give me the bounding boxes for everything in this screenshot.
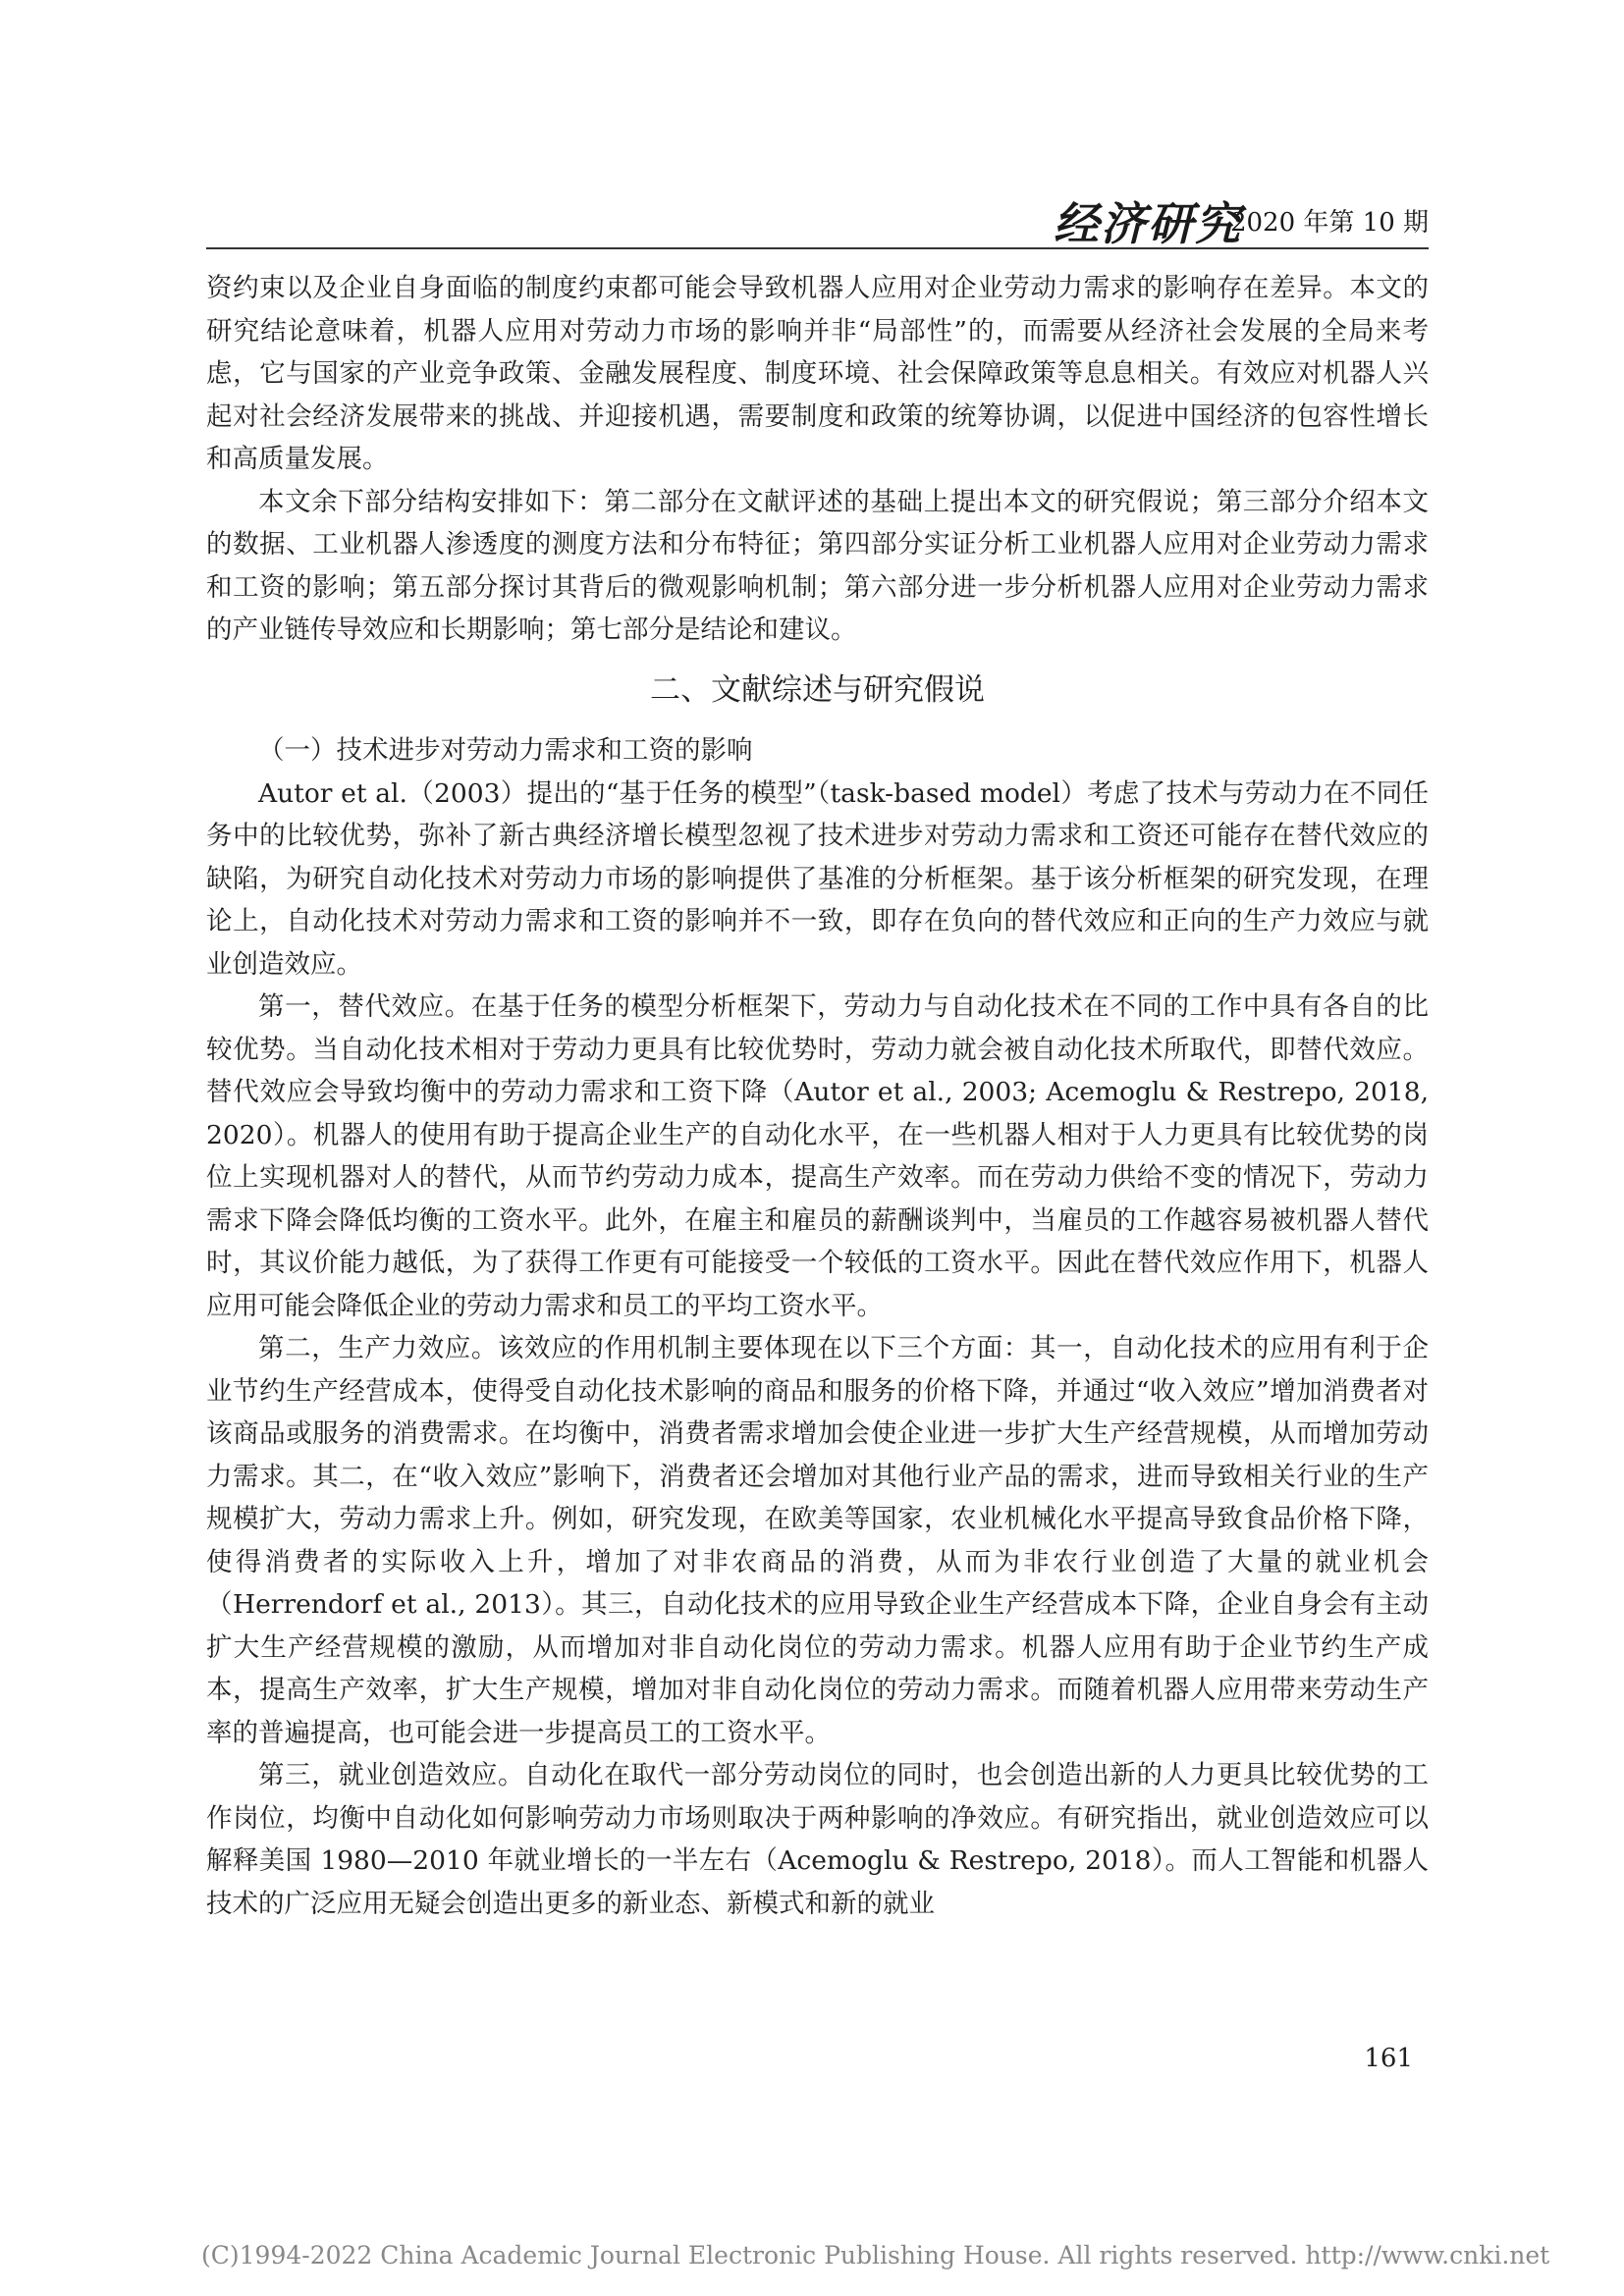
paragraph-task-model: Autor et al.（2003）提出的“基于任务的模型”（task-based model）考虑了技术与劳动力在不同任务中的比较优势，弥补了新古典经济增长模型忽视了技术进步对劳动力需求和工资还可能存在替代效应的缺陷，为研究自动化技术对劳动力市场的影响提供了基准的分析框架。基于该分析框架的研究发现，在理论上，自动化技术对劳动力需求和工资的影响并不一致，即存在负向的替代效应和正向的生产力效应与就业创造效应。 [206,777,1429,980]
article-body [206,267,1429,1925]
header-divider [206,247,1429,249]
paragraph-job-creation-effect: 第三，就业创造效应。自动化在取代一部分劳动岗位的同时，也会创造出新的人力更具比较优势的工作岗位，均衡中自动化如何影响劳动力市场则取决于两种影响的净效应。有研究指出，就业创造效应可以解释美国 1980—2010 年就业增长的一半左右（Acemoglu & Restrepo, 2018）。而人工智能和机器人技术的广泛应用无疑会创造出更多的新业态、新模式和新的就业 [206,1760,1429,1919]
paragraph-productivity-effect: 第二，生产力效应。该效应的作用机制主要体现在以下三个方面：其一，自动化技术的应用有利于企业节约生产经营成本，使得受自动化技术影响的商品和服务的价格下降，并通过“收入效应”增加消费者对该商品或服务的消费需求。在均衡中，消费者需求增加会使企业进一步扩大生产经营规模，从而增加劳动力需求。其二，在“收入效应”影响下，消费者还会增加对其他行业产品的需求，进而导致相关行业的生产规模扩大，劳动力需求上升。例如，研究发现，在欧美等国家，农业机械化水平提高导致食品价格下降，使得消费者的实际收入上升，增加了对非农商品的消费，从而为非农行业创造了大量的就业机会（Herrendorf et al., 2013）。其三，自动化技术的应用导致企业生产经营成本下降，企业自身会有主动扩大生产经营规模的激励，从而增加对非自动化岗位的劳动力需求。机器人应用有助于企业节约生产成本，提高生产效率，扩大生产规模，增加对非自动化岗位的劳动力需求。而随着机器人应用带来劳动生产率的普遍提高，也可能会进一步提高员工的工资水平。 [206,1333,1429,1748]
journal-logo: 经济研究 [1054,197,1242,250]
section-heading: 二、文献综述与研究假说 [650,671,985,708]
issue-label: 2020 年第 10 期 [1229,208,1429,238]
page-header [206,188,1429,250]
paragraph-continued: 资约束以及企业自身面临的制度约束都可能会导致机器人应用对企业劳动力需求的影响存在差异。本文的研究结论意味着，机器人应用对劳动力市场的影响并非“局部性”的，而需要从经济社会发展的全局来考虑，它与国家的产业竞争政策、金融发展程度、制度环境、社会保障政策等息息相关。有效应对机器人兴起对社会经济发展带来的挑战、并迎接机遇，需要制度和政策的统筹协调，以促进中国经济的包容性增长和高质量发展。 [206,273,1429,474]
paragraph-structure: 本文余下部分结构安排如下：第二部分在文献评述的基础上提出本文的研究假说；第三部分介绍本文的数据、工业机器人渗透度的测度方法和分布特征；第四部分实证分析工业机器人应用对企业劳动力需求和工资的影响；第五部分探讨其背后的微观影响机制；第六部分进一步分析机器人应用对企业劳动力需求的产业链传导效应和长期影响；第七部分是结论和建议。 [206,486,1429,645]
paragraph-substitution-effect: 第一，替代效应。在基于任务的模型分析框架下，劳动力与自动化技术在不同的工作中具有各自的比较优势。当自动化技术相对于劳动力更具有比较优势时，劳动力就会被自动化技术所取代，即替代效应。替代效应会导致均衡中的劳动力需求和工资下降（Autor et al., 2003; Acemoglu & Restrepo, 2018, 2020）。机器人的使用有助于提高企业生产的自动化水平，在一些机器人相对于人力更具有比较优势的岗位上实现机器对人的替代，从而节约劳动力成本，提高生产效率。而在劳动力供给不变的情况下，劳动力需求下降会降低均衡的工资水平。此外，在雇主和雇员的薪酬谈判中，当雇员的工作越容易被机器人替代时，其议价能力越低，为了获得工作更有可能接受一个较低的工资水平。因此在替代效应作用下，机器人应用可能会降低企业的劳动力需求和员工的平均工资水平。 [206,991,1429,1321]
copyright-footer: (C)1994-2022 China Academic Journal Electronic Publishing House. All rights reserved. http://www.cnki.net [201,2241,1550,2269]
subsection-heading: （一）技术进步对劳动力需求和工资的影响 [258,735,753,766]
page-number: 161 [1364,2044,1413,2073]
